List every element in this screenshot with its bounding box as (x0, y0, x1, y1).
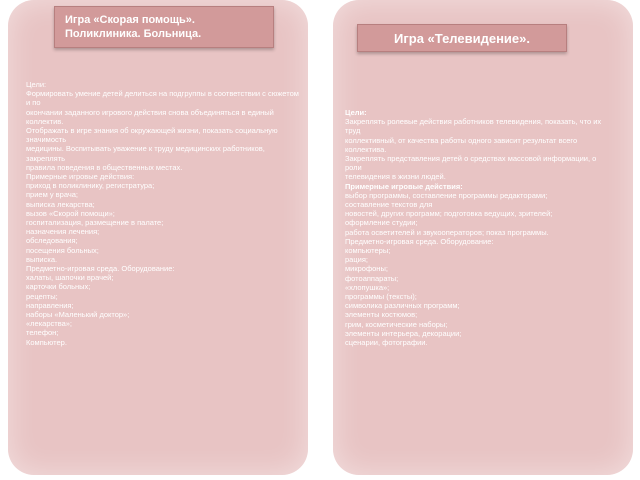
left-card-line: Цели: (26, 80, 47, 89)
right-card-line: телевидения в жизни людей. (345, 172, 446, 182)
right-card (333, 0, 633, 475)
left-card-line: вызов «Скорой помощи»; (26, 208, 115, 218)
left-card-title (54, 6, 274, 48)
left-card-title-line2: Поликлиника. Больница. (65, 28, 202, 40)
right-card-line: «хлопушка»; (345, 282, 390, 292)
right-card-line: сценарии, фотографии. (345, 338, 428, 348)
right-card-line: Цели: (345, 108, 367, 117)
left-card-line: назначения лечения; (26, 227, 100, 237)
right-card-line: составление текстов для (345, 200, 433, 210)
left-card-line: выписка. (26, 254, 58, 264)
left-card-line: прием у врача; (26, 190, 78, 200)
right-card-line: выбор программы, составление программы редакторами; (345, 190, 548, 200)
left-card-line: Предметно-игровая среда. Оборудование: (26, 264, 175, 274)
right-card-line: микрофоны; (345, 264, 388, 274)
right-card-line: Закреплять ролевые действия работников телевидения, показать, что их труд (345, 117, 602, 136)
left-card-line: Отображать в игре знания об окружающей жизни, показать социальную значимость (26, 126, 278, 145)
right-card-line: компьютеры; (345, 246, 391, 256)
right-card-line: коллективный, от качества работы одного зависит результат всего коллектива. (345, 135, 578, 154)
left-card-body (26, 80, 300, 347)
left-card-line: окончании заданного игрового действия снова объединяться в единый коллектив. (26, 107, 274, 126)
right-card-line: Закреплять представления детей о средствах массовой информации, о роли (345, 154, 597, 173)
right-card-line: оформление студии; (345, 218, 418, 228)
right-card-line: элементы костюмов; (345, 310, 418, 320)
left-card-line: карточки больных; (26, 282, 91, 292)
right-card-line: программы (тексты); (345, 292, 417, 302)
left-card-line: медицины. Воспитывать уважение к труду медицинских работников, закреплять (26, 144, 265, 163)
right-card-title: Игра «Телевидение». (357, 24, 567, 52)
right-card-line: работа осветителей и звукооператоров; показ программы. (345, 227, 549, 237)
right-card-body (345, 108, 613, 347)
right-card-line: рация; (345, 255, 368, 265)
right-card-line: элементы интерьера, декорации; (345, 328, 462, 338)
left-card-line: «лекарства»; (26, 319, 73, 329)
left-card-line: халаты, шапочки врачей; (26, 273, 114, 283)
left-card-line: Примерные игровые действия: (26, 172, 135, 182)
right-card-line: Примерные игровые действия: (345, 181, 463, 191)
left-card-title-line1: Игра «Скорая помощь». (65, 14, 195, 26)
left-card-line: приход в поликлинику, регистратура; (26, 181, 155, 191)
left-card (8, 0, 308, 475)
left-card-line: Компьютер. (26, 337, 67, 347)
left-card-line: посещения больных; (26, 245, 99, 255)
right-card-line: Предметно-игровая среда. Оборудование: (345, 236, 494, 246)
left-card-line: рецепты; (26, 291, 58, 301)
left-card-line: наборы «Маленький доктор»; (26, 310, 130, 320)
right-card-line: новостей, других программ; подготовка ведущих, зрителей; (345, 209, 553, 219)
right-card-line: грим, косметические наборы; (345, 319, 448, 329)
left-card-line: направления; (26, 300, 74, 310)
left-card-line: правила поведения в общественных местах. (26, 162, 183, 172)
right-card-line: символика различных программ; (345, 301, 460, 311)
left-card-line: госпитализация, размещение в палате; (26, 218, 164, 228)
right-card-line: фотоаппараты; (345, 273, 399, 283)
left-card-line: выписка лекарства; (26, 199, 95, 209)
left-card-line: обследования; (26, 236, 78, 246)
left-card-line: телефон; (26, 328, 59, 338)
left-card-line: Формировать умение детей делиться на подгруппы в соответствии с сюжетом и по (26, 89, 299, 108)
